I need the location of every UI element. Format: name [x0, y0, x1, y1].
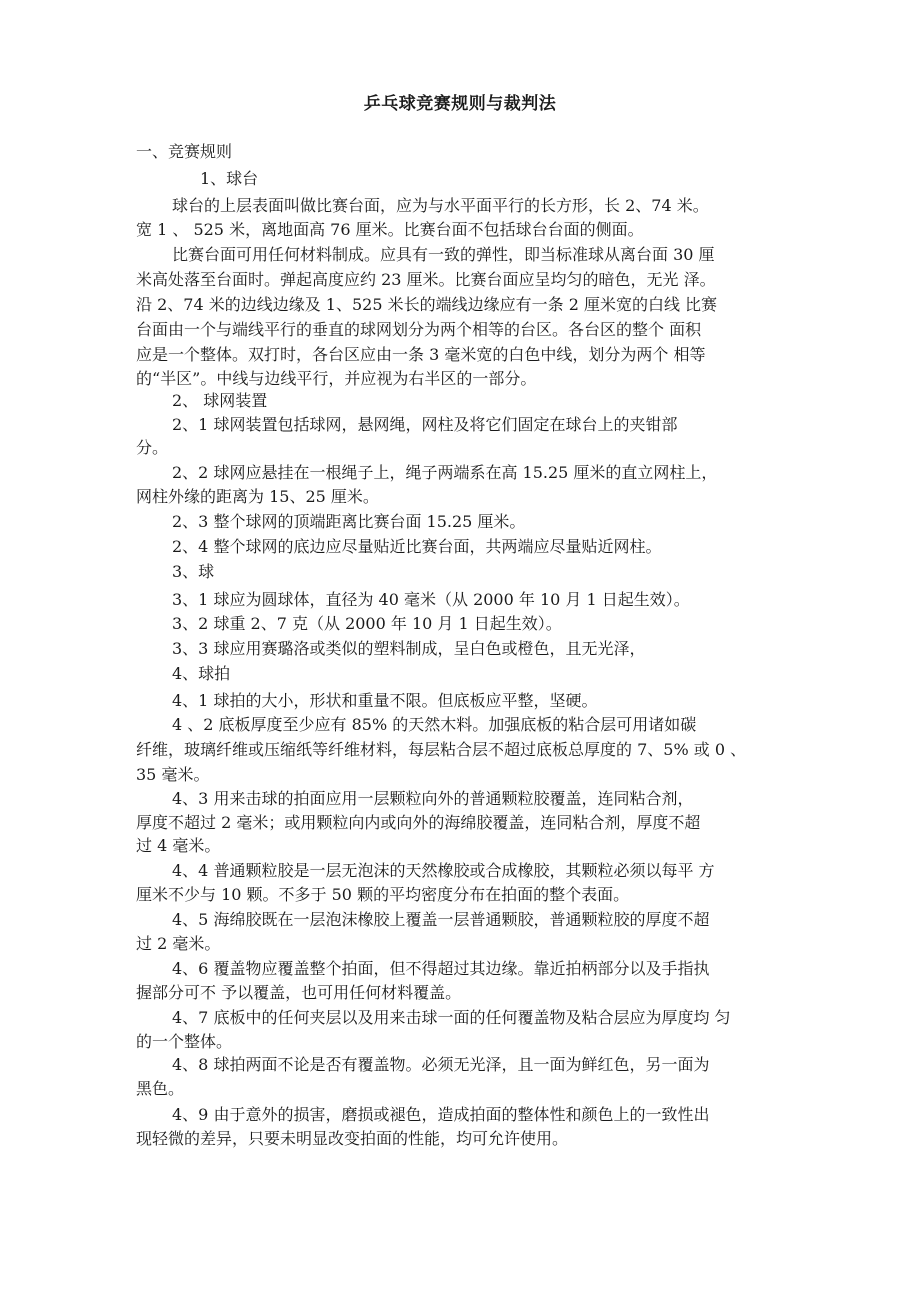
paragraph-line: 4、7 底板中的任何夹层以及用来击球一面的任何覆盖物及粘合层应为厚度均 匀	[172, 1008, 731, 1027]
paragraph-line: 2、1 球网装置包括球网，悬网绳，网柱及将它们固定在球台上的夹钳部	[172, 415, 678, 434]
paragraph-line: 3、2 球重 2、7 克（从 2000 年 10 月 1 日起生效）。	[172, 614, 562, 633]
subsection-heading: 2、 球网装置	[172, 391, 268, 410]
section-heading: 一、竞赛规则	[136, 142, 233, 161]
paragraph-line: 2、2 球网应悬挂在一根绳子上，绳子两端系在高 15.25 厘米的直立网柱上，	[172, 463, 718, 482]
paragraph-line: 3、1 球应为圆球体，直径为 40 毫米（从 2000 年 10 月 1 日起生效）。	[172, 590, 690, 609]
subsection-heading: 3、球	[172, 562, 215, 581]
paragraph-line: 4、5 海绵胶既在一层泡沫橡胶上覆盖一层普通颗胶，普通颗粒胶的厚度不超	[172, 910, 710, 929]
paragraph-line: 4、4 普通颗粒胶是一层无泡沫的天然橡胶或合成橡胶，其颗粒必须以每平 方	[172, 861, 715, 880]
paragraph-line: 35 毫米。	[136, 765, 210, 784]
paragraph-line: 分。	[136, 438, 169, 457]
paragraph-line: 4、9 由于意外的损害，磨损或褪色，造成拍面的整体性和颜色上的一致性出	[172, 1105, 710, 1124]
paragraph-line: 厚度不超过 2 毫米；或用颗粒向内或向外的海绵胶覆盖，连同粘合剂，厚度不超	[136, 813, 701, 832]
paragraph-line: 的一个整体。	[136, 1032, 233, 1051]
paragraph-line: 宽 1 、 525 米，离地面高 76 厘米。比赛台面不包括球台台面的侧面。	[136, 220, 644, 239]
subsection-heading: 4、球拍	[172, 664, 231, 683]
paragraph-line: 握部分可不 予以覆盖，也可用任何材料覆盖。	[136, 983, 462, 1002]
paragraph-line: 比赛台面可用任何材料制成。应具有一致的弹性，即当标准球从离台面 30 厘	[172, 245, 715, 264]
paragraph-line: 纤维，玻璃纤维或压缩纸等纤维材料，每层粘合层不超过底板总厚度的 7、5% 或 0 、	[136, 740, 747, 759]
paragraph-line: 黑色。	[136, 1079, 185, 1098]
paragraph-line: 过 2 毫米。	[136, 934, 221, 953]
paragraph-line: 4、6 覆盖物应覆盖整个拍面，但不得超过其边缘。靠近拍柄部分以及手指执	[172, 959, 710, 978]
paragraph-line: 沿 2、74 米的边线边缘及 1、525 米长的端线边缘应有一条 2 厘米宽的白线 比赛	[136, 295, 718, 314]
paragraph-line: 2、4 整个球网的底边应尽量贴近比赛台面，共两端应尽量贴近网柱。	[172, 537, 662, 556]
paragraph-line: 4、3 用来击球的拍面应用一层颗粒向外的普通颗粒胶覆盖，连同粘合剂，	[172, 789, 694, 808]
paragraph-line: 4 、2 底板厚度至少应有 85% 的天然木料。加强底板的粘合层可用诸如碳	[172, 715, 697, 734]
paragraph-line: 4、8 球拍两面不论是否有覆盖物。必须无光泽，且一面为鲜红色，另一面为	[172, 1055, 710, 1074]
paragraph-line: 米高处落至台面时。弹起高度应约 23 厘米。比赛台面应呈均匀的暗色，无光 泽。	[136, 270, 716, 289]
paragraph-line: 4、1 球拍的大小，形状和重量不限。但底板应平整，坚硬。	[172, 691, 598, 710]
paragraph-line: 应是一个整体。双打时，各台区应由一条 3 毫米宽的白色中线，划分为两个 相等	[136, 345, 706, 364]
paragraph-line: 网柱外缘的距离为 15、25 厘米。	[136, 487, 379, 506]
paragraph-line: 球台的上层表面叫做比赛台面，应为与水平面平行的长方形，长 2、74 米。	[172, 196, 709, 215]
paragraph-line: 3、3 球应用赛璐洛或类似的塑料制成，呈白色或橙色，且无光泽，	[172, 639, 646, 658]
paragraph-line: 现轻微的差异，只要未明显改变拍面的性能，均可允许使用。	[136, 1129, 569, 1148]
paragraph-line: 台面由一个与端线平行的垂直的球网划分为两个相等的台区。各台区的整个 面积	[136, 320, 702, 339]
paragraph-line: 厘米不少与 10 颗。不多于 50 颗的平均密度分布在拍面的整个表面。	[136, 885, 630, 904]
paragraph-line: 2、3 整个球网的顶端距离比赛台面 15.25 厘米。	[172, 512, 526, 531]
document-title: 乒乓球竞赛规则与裁判法	[363, 94, 557, 114]
paragraph-line: 过 4 毫米。	[136, 836, 221, 855]
paragraph-line: 的“半区”。中线与边线平行，并应视为右半区的一部分。	[136, 369, 537, 388]
subsection-heading: 1、球台	[200, 169, 259, 188]
